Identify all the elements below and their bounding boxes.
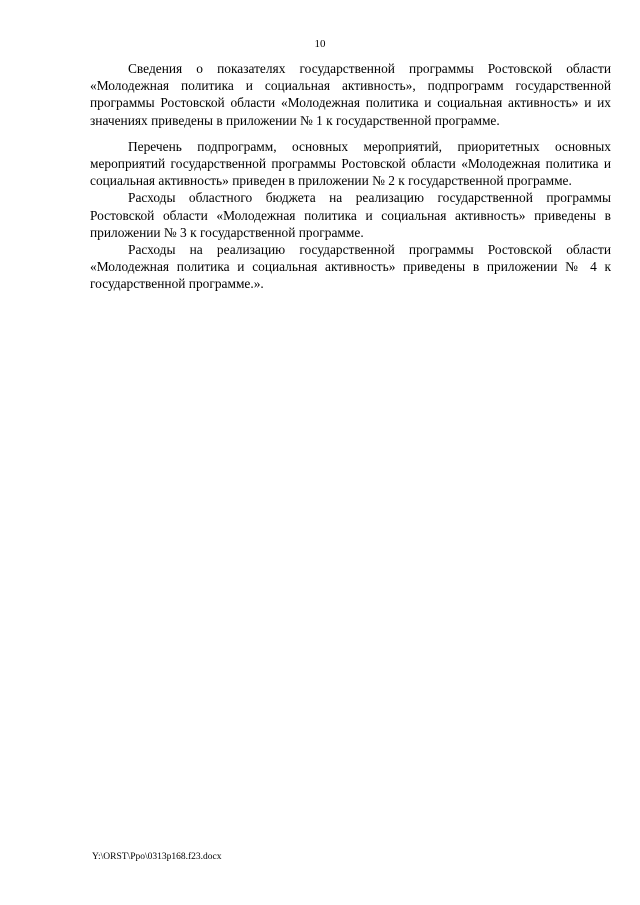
paragraph-indicators: Сведения о показателях государственной программы Ростовской области «Молодежная политика и социальная активность», подпрограмм государственной программы Ростовской области «Молодежная политика и социальная активность» и их значениях приведены в приложении № 1 к государственной программе.	[90, 61, 611, 128]
paragraph-regional-budget: Расходы областного бюджета на реализацию государственной программы Ростовской области «Молодежная политика и социальная активность» приведены в приложении № 3 к государственной программе.	[90, 190, 611, 240]
page-number: 10	[314, 38, 326, 50]
document-body	[90, 60, 611, 293]
paragraph-expenses: Расходы на реализацию государственной программы Ростовской области «Молодежная политика и социальная активность» приведены в приложении № 4 к государственной программе.».	[90, 242, 611, 292]
file-path-footer: Y:\ORST\Ppo\0313p168.f23.docx	[92, 852, 222, 862]
paragraph-subprograms: Перечень подпрограмм, основных мероприятий, приоритетных основных мероприятий государственной программы Ростовской области «Молодежная политика и социальная активность» приведен в приложении № 2 к государственной программе.	[90, 138, 611, 189]
